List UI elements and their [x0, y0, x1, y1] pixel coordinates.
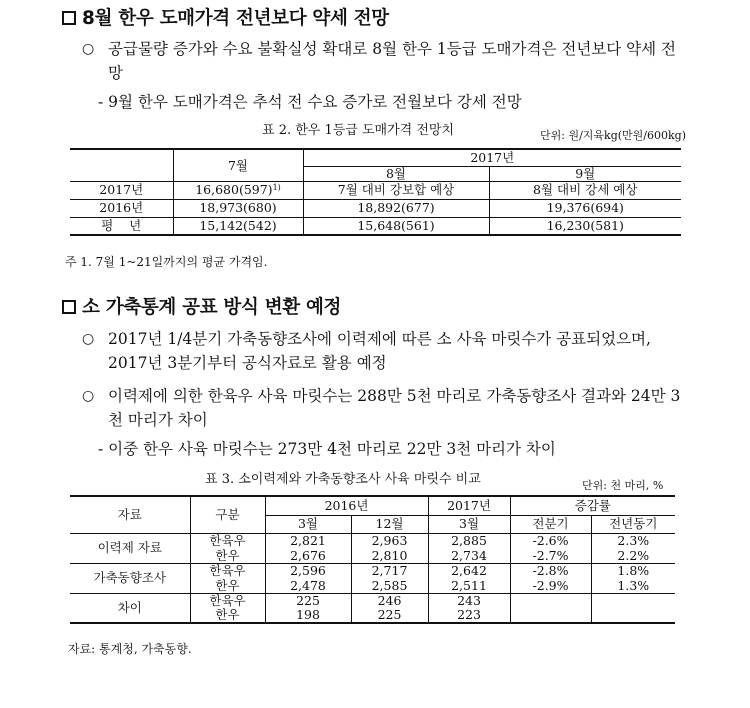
table2-corner	[70, 149, 173, 181]
table3-source: 자료: 통계청, 가축동향.	[68, 642, 192, 656]
circle-bullet-icon: ○	[82, 41, 95, 57]
table-row: 2017년 $16,680(597)^{1)}$ 7월 대비 강보합 예상 8월 대비 강세 예상	[70, 181, 681, 199]
table3-header-2016: 2016년	[265, 496, 428, 515]
table2-unit: 단위: 원/지육kg(만원/600kg)	[540, 129, 686, 142]
table3-header-data: 자료	[70, 496, 190, 533]
table3-group-label: 이력제 자료	[70, 533, 190, 563]
section2-bullet-1: ○ 2017년 1/4분기 가축동향조사에 이력제에 따른 소 사육 마릿수가 공표되었으며, 2017년 3분기부터 공식자료로 활용 예정	[82, 327, 682, 375]
table3-header-2017: 2017년	[428, 496, 510, 515]
circle-bullet-icon: ○	[82, 331, 95, 347]
table-row: 차이 한육우 225 246 243	[70, 593, 675, 608]
table3-unit: 단위: 천 마리, %	[582, 479, 664, 492]
table-row: 한우 2,676 2,810 2,734 -2.7% 2.2%	[70, 548, 675, 563]
table3-header-type: 구분	[190, 496, 265, 533]
section1-subbullet-1: - 9월 한우 도매가격은 추석 전 수요 증가로 전월보다 강세 전망	[98, 93, 522, 111]
table3-group-label: 차이	[70, 593, 190, 623]
table2	[70, 148, 681, 236]
section2-bullet-2: ○ 이력제에 의한 한육우 사육 마릿수는 288만 5천 마리로 가축동향조사 결과와 24만 3천 마리가 차이	[82, 384, 682, 432]
table2-header-aug: 8월	[303, 166, 489, 181]
table-row: 가축동향조사 한육우 2,596 2,717 2,642 -2.8% 1.8%	[70, 563, 675, 578]
section2-title: 소 가축통계 공표 방식 변환 예정	[62, 293, 341, 319]
section1-bullet-1: ○ 공급물량 증가와 수요 불확실성 확대로 8월 한우 1등급 도매가격은 전년보다 약세 전망	[82, 37, 682, 85]
table2-note: 주 1. 7월 1~21일까지의 평균 가격임.	[65, 255, 268, 269]
table-row: 한우 198 225 223	[70, 608, 675, 623]
table-row: 2016년 18,973(680) 18,892(677) 19,376(694)	[70, 199, 681, 217]
table2-header-sep: 9월	[489, 166, 681, 181]
dash-bullet-icon: -	[98, 440, 109, 458]
table3: 자료 구분 2016년 2017년 증감률 3월 12월 3월 전분기 전년동기 이력제 자료 한육우 2,821 2,963 2,885 -2.6% 2.3% 한우 2,676 2,810 2,734 -2.7% 2.2% 가축동향조사 한육우 2,596 2,717 2,642 -2.8% 1.8% 한우 2,478 2,585 2,511 -2.9% 1.3% 차이 한육우 225 246 243 한우 198 225 223	[70, 495, 675, 624]
section1-title: 8월 한우 도매가격 전년보다 약세 전망	[62, 4, 389, 30]
checkbox-square-icon	[62, 11, 76, 25]
table-row: 한우 2,478 2,585 2,511 -2.9% 1.3%	[70, 578, 675, 593]
table-row: 평 년 15,142(542) 15,648(561) 16,230(581)	[70, 217, 681, 235]
table2-caption: 표 2. 한우 1등급 도매가격 전망치	[262, 123, 455, 138]
dash-bullet-icon: -	[98, 93, 109, 111]
table3-header-change: 증감률	[510, 496, 675, 515]
table2-header-july: 7월	[173, 149, 303, 181]
table3-group-label: 가축동향조사	[70, 563, 190, 593]
circle-bullet-icon: ○	[82, 388, 95, 404]
table-row: 이력제 자료 한육우 2,821 2,963 2,885 -2.6% 2.3%	[70, 533, 675, 548]
section2-subbullet-1: - 이중 한우 사육 마릿수는 273만 4천 마리로 22만 3천 마리가 차이	[98, 440, 556, 458]
table3-caption: 표 3. 소이력제와 가축동향조사 사육 마릿수 비교	[205, 472, 481, 487]
table2-header-2017: 2017년	[303, 149, 681, 166]
checkbox-square-icon	[62, 300, 76, 314]
